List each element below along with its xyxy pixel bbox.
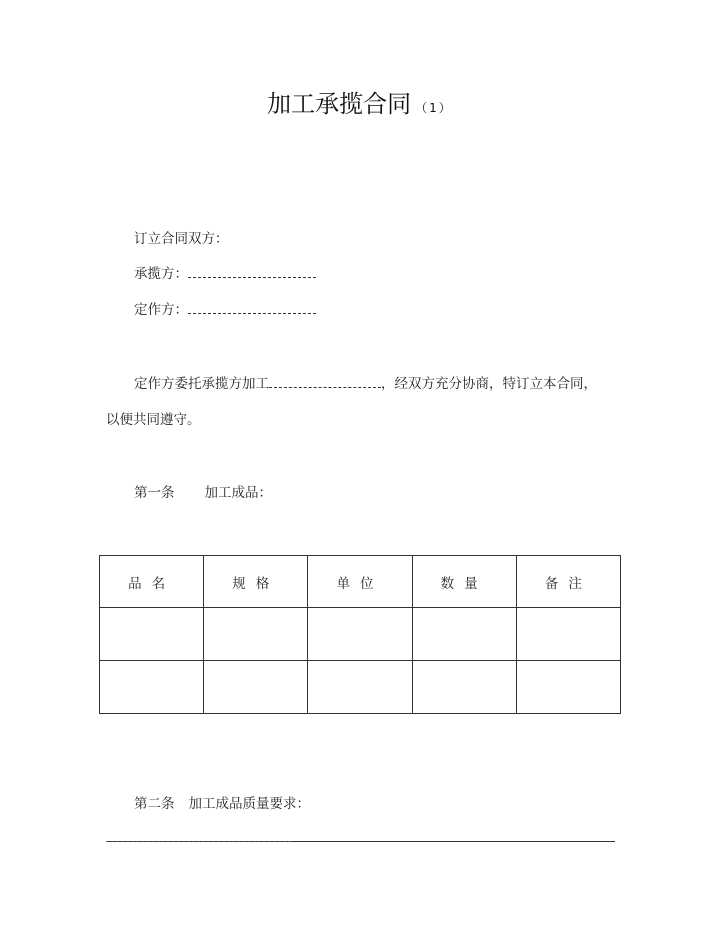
table-cell[interactable]: [412, 661, 516, 714]
title-suffix: （1）: [415, 101, 453, 115]
table-row: [100, 608, 621, 661]
header-cell: 规格: [204, 556, 308, 608]
dashed-segment: [106, 841, 291, 842]
header-cell: 数量: [412, 556, 516, 608]
contractor-line: [134, 262, 316, 282]
article-1-number: 第一条: [134, 485, 175, 501]
header-cell: 品名: [100, 556, 204, 608]
contractor-blank[interactable]: [188, 265, 316, 278]
table-cell[interactable]: [204, 661, 308, 714]
intro-line-2: 以便共同遵守。: [106, 412, 201, 428]
processing-item-blank[interactable]: [269, 375, 381, 388]
contractor-label: 承揽方：: [134, 266, 188, 282]
orderer-label: 定作方：: [134, 302, 188, 318]
table-cell[interactable]: [100, 608, 204, 661]
table-header-row: [100, 556, 621, 608]
parties-heading: 订立合同双方：: [134, 231, 229, 247]
table-row: [100, 661, 621, 714]
intro-text-1: 定作方委托承揽方加工: [134, 376, 269, 392]
table-cell[interactable]: [516, 608, 620, 661]
orderer-line: [134, 298, 316, 318]
table-cell[interactable]: [516, 661, 620, 714]
article-2-heading: [134, 792, 310, 812]
orderer-blank[interactable]: [188, 301, 316, 314]
table-cell[interactable]: [204, 608, 308, 661]
table-cell[interactable]: [308, 608, 412, 661]
quality-requirements-blank[interactable]: [106, 841, 615, 842]
table-cell[interactable]: [412, 608, 516, 661]
article-1-title: 加工成品：: [204, 485, 272, 501]
header-cell: 备注: [516, 556, 620, 608]
document-title: [0, 84, 720, 119]
products-table: [99, 555, 621, 714]
intro-text-2: ，经双方充分协商，特订立本合同，: [381, 376, 597, 392]
title-text: 加工承揽合同: [267, 90, 412, 118]
intro-line-1: [134, 372, 597, 392]
table-cell[interactable]: [100, 661, 204, 714]
header-cell: 单位: [308, 556, 412, 608]
article-2-title: 加工成品质量要求：: [188, 796, 310, 812]
article-1-heading: [134, 481, 272, 501]
article-2-number: 第二条: [134, 796, 175, 812]
table-cell[interactable]: [308, 661, 412, 714]
